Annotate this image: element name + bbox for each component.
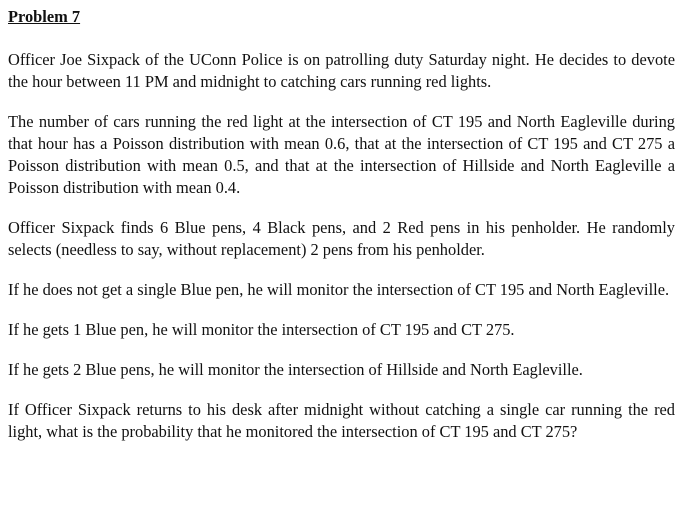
paragraph-intro: Officer Joe Sixpack of the UConn Police is on patrolling duty Saturday night. He decides to devote the hour between 11 PM and midnight to catching cars running red lights. [8, 50, 675, 91]
paragraph-no-blue: If he does not get a single Blue pen, he will monitor the intersection of CT 195 and North Eagleville. [8, 280, 670, 299]
paragraph-poisson: The number of cars running the red light at the intersection of CT 195 and North Eagleville during that hour has a Poisson distribution with mean 0.6, that at the intersection of CT 195 and CT 275 a Poisson distribution with mean 0.5, and that at the intersection of Hillside and North Eagleville a Poisson distribution with mean 0.4. [8, 112, 675, 197]
paragraph-pens: Officer Sixpack finds 6 Blue pens, 4 Black pens, and 2 Red pens in his penholder. He randomly selects (needless to say, without replacement) 2 pens from his penholder. [8, 218, 675, 259]
problem-title: Problem 7 [8, 7, 81, 26]
paragraph-one-blue: If he gets 1 Blue pen, he will monitor the intersection of CT 195 and CT 275. [8, 320, 515, 339]
paragraph-question: If Officer Sixpack returns to his desk after midnight without catching a single car running the red light, what is the probability that he monitored the intersection of CT 195 and CT 275? [8, 400, 675, 441]
problem-document [8, 6, 675, 461]
paragraph-two-blue: If he gets 2 Blue pens, he will monitor the intersection of Hillside and North Eagleville. [8, 360, 583, 379]
